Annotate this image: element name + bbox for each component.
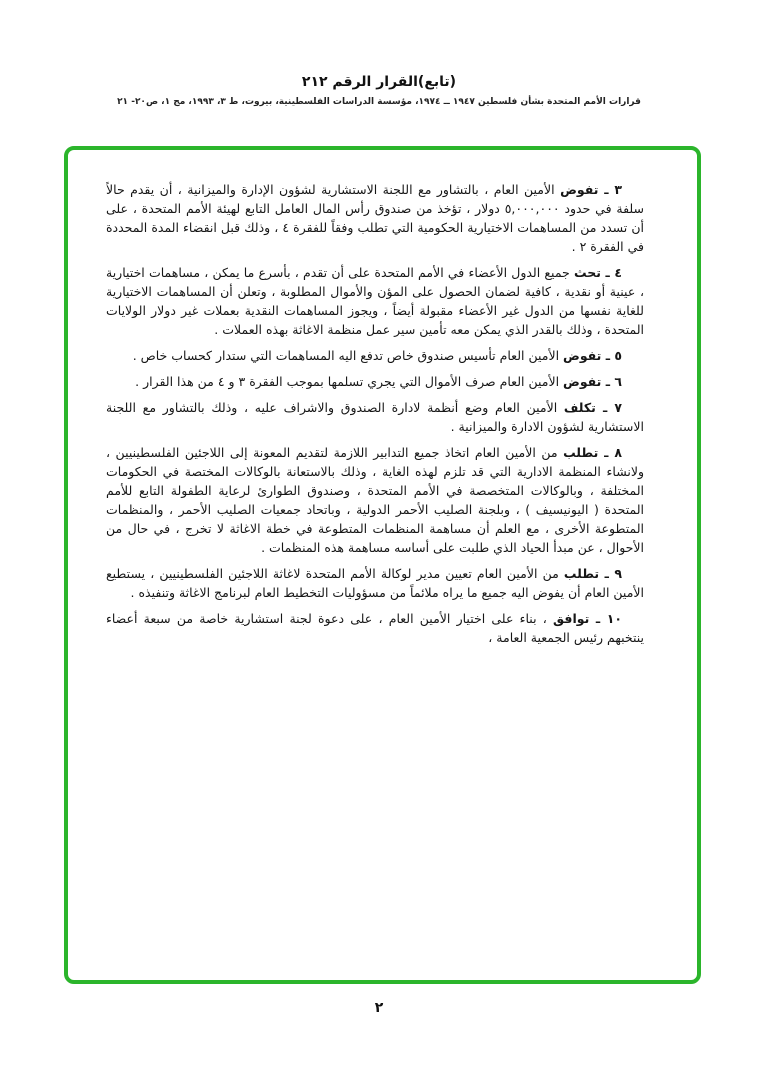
page-number: ٢ <box>374 1000 384 1016</box>
resolution-text-area <box>106 180 644 962</box>
paragraph-number-lead: ٨ ـ تطلب <box>563 445 622 460</box>
paragraph-body: ، بناء على اختيار الأمين العام ، على دعوة لجنة استشارية خاصة من سبعة أعضاء ينتخبهم رئيس الجمعية العامة ، <box>106 611 644 645</box>
paragraph-body: جميع الدول الأعضاء في الأمم المتحدة على أن تقدم ، بأسرع ما يمكن ، مساهمات اختيارية ، عينية أو نقدية ، كافية لضمان الحصول على المؤن والأموال المطلوبة ، وتعلن أن المساهمات الاختيارية للغاية نفسها من الدول غير الأعضاء مقبولة أيضاً ، ويجوز المساهمات النقدية بعملات غير دولار الولايات المتحدة ، وذلك بالقدر الذي يمكن معه تأمين سير عمل منظمة الاغاثة بهذه العملات . <box>106 265 644 337</box>
resolution-paragraph <box>106 372 644 391</box>
paragraph-body: الأمين العام تأسيس صندوق خاص تدفع اليه المساهمات التي ستدار كحساب خاص . <box>132 348 564 363</box>
resolution-paragraph <box>106 609 644 647</box>
resolution-paragraph <box>106 180 644 256</box>
paragraph-number-lead: ٥ ـ تفوض <box>563 348 622 363</box>
resolution-paragraph <box>106 346 644 365</box>
paragraph-number-lead: ٦ ـ تفوض <box>563 374 622 389</box>
resolution-paragraph <box>106 443 644 557</box>
paragraph-number-lead: ٤ ـ تحث <box>574 265 623 280</box>
green-frame <box>64 146 701 984</box>
resolution-paragraph <box>106 263 644 339</box>
paragraph-body: الأمين العام صرف الأموال التي يجري تسلمها بموجب الفقرة ٣ و ٤ من هذا القرار . <box>135 374 564 389</box>
paragraph-number-lead: ١٠ ـ توافق <box>553 611 622 626</box>
paragraph-body: من الأمين العام تعيين مدير لوكالة الأمم المتحدة لاغاثة اللاجئين الفلسطينيين ، يستطيع الأمين العام أن يفوض اليه جميع ما يراه ملائماً من مسؤوليات التخطيط العام لبرنامج الاغاثة وتنفيذه . <box>106 566 644 600</box>
paragraph-number-lead: ٧ ـ تكلف <box>563 400 622 415</box>
resolution-paragraph <box>106 398 644 436</box>
paragraph-number-lead: ٣ ـ تفوض <box>560 182 622 197</box>
paragraph-number-lead: ٩ ـ تطلب <box>563 566 622 581</box>
paragraph-body: الأمين العام وضع أنظمة لادارة الصندوق والاشراف عليه ، وذلك بالتشاور مع اللجنة الاستشارية لشؤون الادارة والميزانية . <box>106 400 644 434</box>
source-citation: قرارات الأمم المتحدة بشأن فلسطين ١٩٤٧ ــ ١٩٧٤، مؤسسة الدراسات الفلسطينية، بيروت، ط ٣، ١٩٩٣، مج ١، ص٢٠- ٢١ <box>117 97 641 107</box>
paragraph-body: من الأمين العام اتخاذ جميع التدابير اللازمة لتقديم المعونة إلى اللاجئين الفلسطينيين ، ولانشاء المنظمة الادارية التي قد تلزم لهذه الغاية ، وذلك بالاستعانة بالوكالات المختصة في الحكومات المختلفة ، وبالوكالات المتخصصة في الأمم المتحدة ، وصندوق الطوارئ لرعاية الطفولة التابع للأمم المتحدة ( اليونيسيف ) ، وبلجنة الصليب الأحمر الدولية ، وباتحاد جمعيات الصليب الأحمر ، والمنظمات المتطوعة الأخرى ، مع العلم أن مساهمة المنظمات المتطوعة في خطة الاغاثة لا تخرج ، في حال من الأحوال ، عن مبدأ الحياد الذي طلبت على أساسه مساهمة هذه المنظمات . <box>106 445 644 555</box>
document-header <box>0 74 758 107</box>
resolution-title: (تابع)القرار الرقم ٢١٢ <box>301 74 457 90</box>
paragraph-body: الأمين العام ، بالتشاور مع اللجنة الاستشارية لشؤون الإدارة والميزانية ، أن يقدم حالاً سلفة في حدود ٥,٠٠٠,٠٠٠ دولار ، تؤخذ من صندوق رأس المال العامل التابع لهيئة الأمم المتحدة ، على أن تسدد من المساهمات الاختيارية الحكومية التي تطلب وفقاً للفقرة ٤ ، وذلك قبل انقضاء المدة المحددة في الفقرة ٢ . <box>106 182 644 254</box>
resolution-paragraph <box>106 564 644 602</box>
